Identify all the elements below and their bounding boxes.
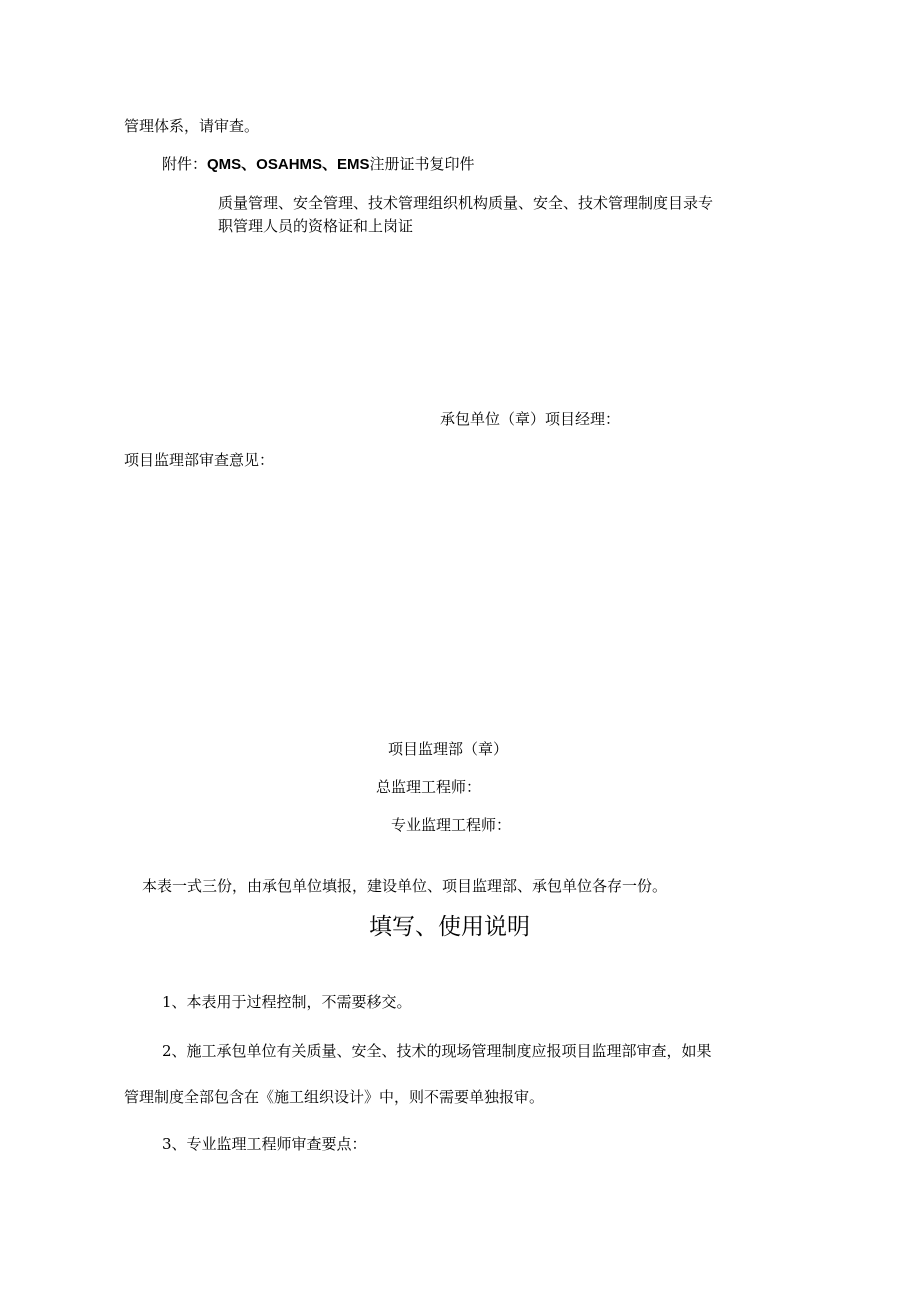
attachment-line-2: 质量管理、安全管理、技术管理组织机构质量、安全、技术管理制度目录专 xyxy=(218,194,714,212)
supervision-stamp-line: 项目监理部（章） xyxy=(388,740,509,758)
instruction-item-3: 3、专业监理工程师审查要点： xyxy=(162,1135,367,1153)
attachment-line-3: 职管理人员的资格证和上岗证 xyxy=(218,217,414,235)
instruction-item-2-line-1: 2、施工承包单位有关质量、安全、技术的现场管理制度应报项目监理部审查，如果 xyxy=(162,1042,712,1060)
instruction-item-2-line-2: 管理制度全部包含在《施工组织设计》中，则不需要单独报审。 xyxy=(124,1088,545,1106)
intro-tail-text: 管理体系，请审查。 xyxy=(124,117,260,135)
attachment-certs-suffix: 注册证书复印件 xyxy=(369,155,475,173)
instruction-item-1: 1、本表用于过程控制，不需要移交。 xyxy=(162,993,412,1011)
attachment-label: 附件： xyxy=(162,155,208,173)
chief-engineer-line: 总监理工程师： xyxy=(376,778,482,796)
review-opinion-label: 项目监理部审查意见： xyxy=(124,451,275,469)
specialist-engineer-line: 专业监理工程师： xyxy=(391,816,512,834)
attachment-certs: QMS、OSAHMS、EMS xyxy=(207,156,370,173)
contractor-signature-line: 承包单位（章）项目经理： xyxy=(440,410,621,428)
instructions-title: 填写、使用说明 xyxy=(369,914,530,940)
attachment-line xyxy=(162,154,475,175)
footer-note: 本表一式三份，由承包单位填报，建设单位、项目监理部、承包单位各存一份。 xyxy=(142,877,668,895)
